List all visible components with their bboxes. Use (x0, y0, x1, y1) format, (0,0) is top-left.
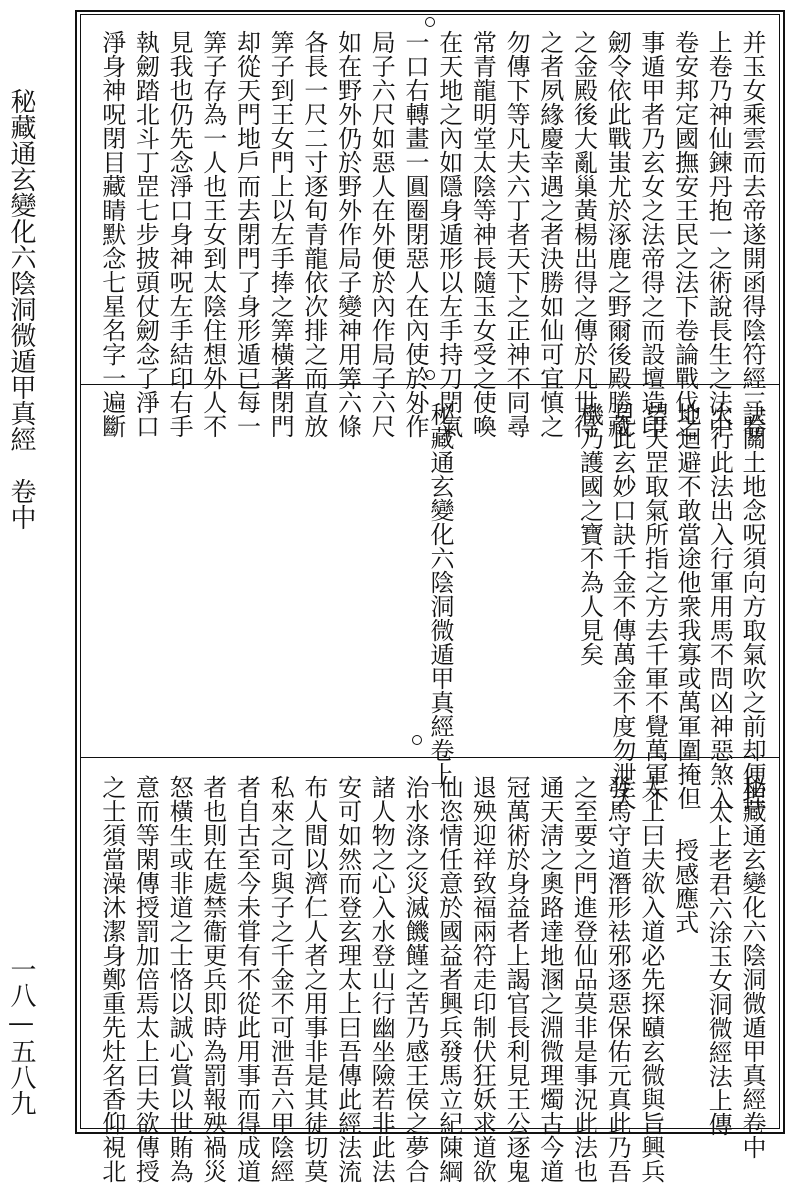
text-column: 之者夙緣慶幸遇之者決勝如仙可宜慎之 (535, 30, 564, 438)
text-column: 淨身神呪閉目藏睛默念七星名字一遍斷 (97, 30, 126, 438)
text-column: 望天罡取氣所指之方去千軍不覺萬軍不 (640, 402, 669, 810)
text-column: 在天地之內如隱身遁形以左手持刀閉氣 (434, 30, 463, 438)
text-column: 布人間以濟仁人者之用事非是其徒切莫 (299, 775, 328, 1183)
text-column: 上卷乃神仙鍊丹抱一之術說長生之法中 (704, 30, 733, 438)
text-column: 筭子到王女門上以左手捧之筭橫著閉門 (266, 30, 295, 438)
text-column: 卷安邦定國撫安王民之法下卷論戰伐之 (670, 30, 699, 438)
text-column: 安可如然而登玄理太上曰吾傳此經法流 (333, 775, 362, 1183)
text-column: 却從天門地戶而去閉門了身形遁已每一 (232, 30, 261, 438)
text-column: 局子六尺如惡人在外便於內作局子六尺 (367, 30, 396, 438)
binding-circle-bottom (412, 735, 422, 745)
text-column: 通天淸之奧路達地溷之淵微理燭古今道 (535, 775, 564, 1183)
text-column: 之至要之門進登仙品莫非是事況此法也 (569, 775, 598, 1183)
text-column: 之士須當澡沐潔身鄭重先灶名香仰視北 (97, 775, 126, 1183)
text-column: 劒令依此戰蚩尤於涿鹿之野爾後殿勝藏 (603, 30, 632, 438)
text-column: 退殃迎祥致福兩符走印制伏狂妖求道欲 (468, 775, 497, 1183)
text-column: 秘藏通玄變化六陰洞微遁甲真經卷上 (426, 402, 454, 786)
text-column: 筭子存為一人也王女到太陰住想外人不 (198, 30, 227, 438)
text-column: 火行此法出入行軍用馬不問凶神惡煞入 (705, 402, 734, 810)
text-column: 怒橫生或非道之士恪以誠心賞以世賄為 (165, 775, 194, 1183)
text-column: 意而等閑傳授罰加倍焉太上曰夫欲傳授 (131, 775, 160, 1183)
margin-title: 秘藏通玄變化六陰洞微遁甲真經 卷中 (6, 88, 36, 530)
text-column: 常青龍明堂太陰等神長隨玉女受之使喚 (468, 30, 497, 438)
text-column: 仙恣情任意於國益者興兵發馬立紀陳綱 (434, 775, 463, 1183)
text-column: 秘藏通玄變化六陰洞微遁甲真經卷中 (738, 775, 766, 1159)
text-column: 訣關土地念呪須向方取氣吹之前却便捏 (738, 402, 766, 810)
text-column: 者自古至今未甞有不從此用事而得成道 (232, 775, 261, 1183)
text-column: 授感應式 (670, 838, 699, 934)
text-column: 太上老君六涂玉女洞微經法上傳 (704, 800, 733, 1136)
text-column: 見我也仍先念淨口身神呪左手結印右手 (165, 30, 194, 438)
text-column: 發馬守道潛形袪邪逐惡保佑元真此乃吾 (603, 775, 632, 1183)
text-column: 者也則在處禁衞更兵即時為罰報殃禍災 (198, 775, 227, 1183)
text-column: 冠萬術於身益者上謁官長利見王公逐鬼 (502, 775, 531, 1183)
text-column: 治水涤之災滅饑饉之苦乃感王侯之夢合 (401, 775, 429, 1183)
text-column: 太上曰夫欲入道必先探賾玄微與旨興兵 (636, 775, 665, 1183)
text-column: 諸人物之心入水登山行幽坐險若非此法 (367, 775, 396, 1183)
text-column: 執劒踏北斗丁罡七步披頭仗劒念了淨口 (131, 30, 160, 438)
text-column: 如在野外仍於野外作局子變神用筭六條 (333, 30, 362, 438)
text-column: 見此玄妙口訣千金不傳萬金不度勿泄天 (608, 402, 636, 810)
text-column: 并玉女乘雲而去帝遂開函得陰符經三卷 (738, 30, 766, 438)
binding-circle-top (425, 17, 435, 27)
text-column: 私來之可與子之千金不可泄吾六甲陰經 (266, 775, 295, 1183)
text-column: 一口右轉畫一圓圈閉惡人在內使於外作 (401, 30, 429, 438)
text-column: 之金殿後大亂巢黃楊出得之傳於凡世得 (569, 30, 598, 438)
text-column: 機乃護國之寶不為人見矣 (575, 402, 604, 666)
text-column: 事遁甲者乃玄女之法帝得之而設壇造印 (636, 30, 665, 438)
text-column: 勿傳下等凡夫六丁者天下之正神不同尋 (502, 30, 531, 438)
margin-page-number: 一八—五八九 (6, 956, 36, 1116)
text-column: 地迴避不敢當途他衆我寡或萬軍圍掩但 (673, 402, 701, 810)
text-column: 各長一尺二寸逐旬青龍依次排之而直放 (299, 30, 328, 438)
